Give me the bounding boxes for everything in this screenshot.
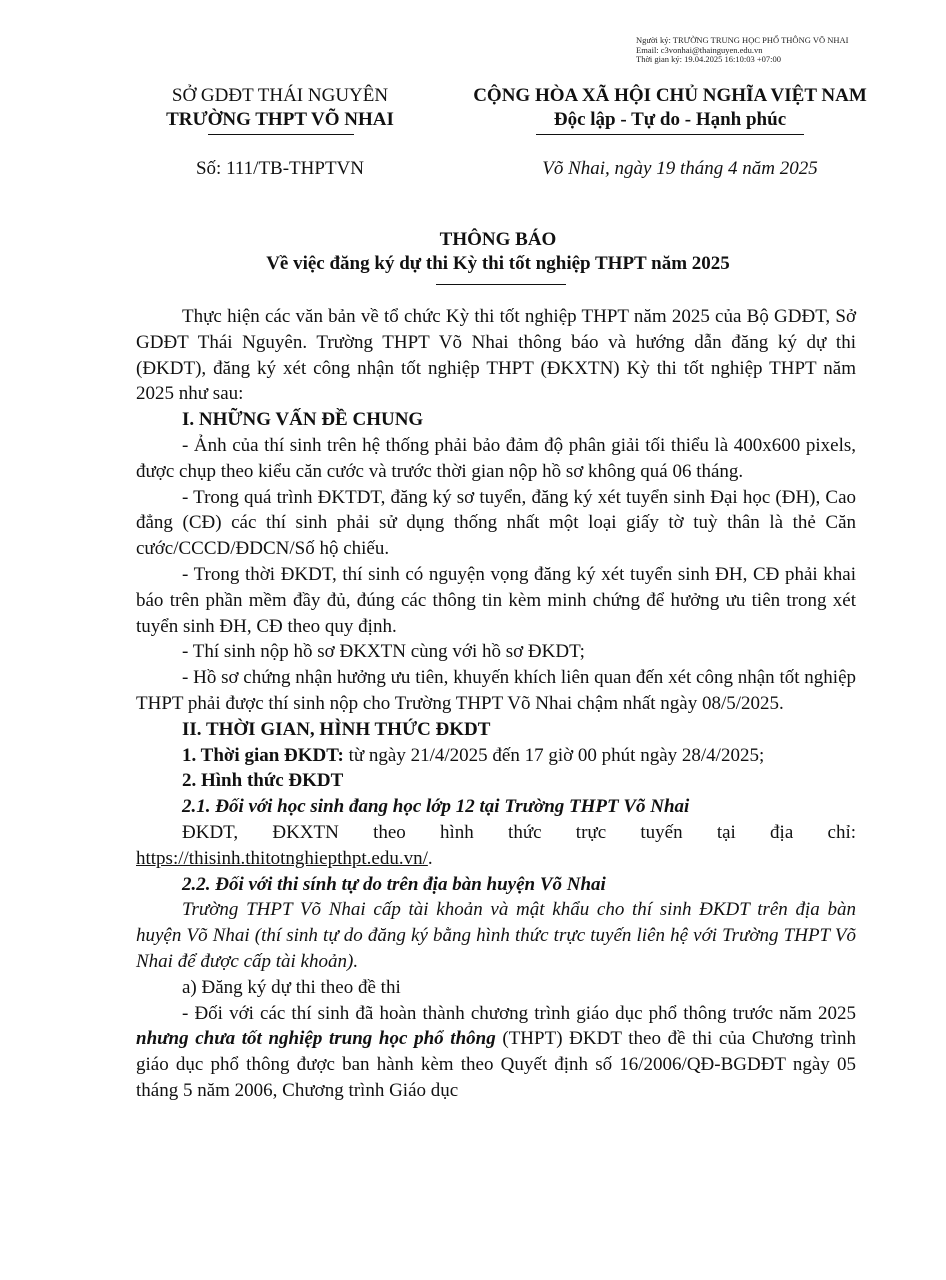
free-candidates-paragraph: Trường THPT Võ Nhai cấp tài khoản và mật khẩu cho thí sinh ĐKDT trên địa bàn huyện Võ Nhai (thí sinh tự do đăng ký bằng hình thức trực tuyến liên hệ với Trường THPT Võ Nhai để được cấp tài khoản).	[136, 899, 856, 972]
online-registration-end: .	[427, 847, 433, 869]
exam-registration-end: (THPT) ĐKDT theo đề thi của Chương trình giáo dục phổ thông được ban hành kèm theo Quyết định số 16/2006/QĐ-BGDĐT ngày 05 tháng 5 năm 2006, Chương trình Giáo dục	[136, 1028, 856, 1101]
section-1-paragraph-1: - Ảnh của thí sinh trên hệ thống phải bảo đảm độ phân giải tối thiểu là 400x600 pixels, được chụp theo kiểu căn cước và trước thời gian nộp hồ sơ không quá 06 tháng.	[136, 434, 856, 482]
title-main: THÔNG BÁO	[439, 229, 557, 250]
intro-paragraph: Thực hiện các văn bản về tổ chức Kỳ thi tốt nghiệp THPT năm 2025 của Bộ GDĐT, Sở GDĐT Thái Nguyên. Trường THPT Võ Nhai thông báo và hướng dẫn đăng ký dự thi (ĐKDT), đăng ký xét công nhận tốt nghiệp THPT (ĐKXTN) Kỳ thi tốt nghiệp THPT năm 2025 như sau:	[136, 306, 856, 405]
place-date: Võ Nhai, ngày 19 tháng 4 năm 2025	[542, 158, 818, 179]
agency-underline	[208, 134, 354, 135]
country-name: CỘNG HÒA XÃ HỘI CHỦ NGHĨA VIỆT NAM	[473, 85, 867, 106]
registration-form-heading: 2. Hình thức ĐKDT	[182, 770, 344, 792]
exam-registration-subheading: a) Đăng ký dự thi theo đề thi	[182, 976, 401, 998]
department-name: SỞ GDĐT THÁI NGUYÊN	[171, 85, 389, 106]
online-registration-text: ĐKDT, ĐKXTN theo hình thức trực tuyến tại địa chỉ:	[182, 821, 856, 843]
section-1-paragraph-5: - Hồ sơ chứng nhận hưởng ưu tiên, khuyến khích liên quan đến xét công nhận tốt nghiệp THPT phải được thí sinh nộp cho Trường THPT Võ Nhai chậm nhất ngày 08/5/2025.	[136, 667, 856, 714]
signature-signer: Người ký: TRƯỜNG TRUNG HỌC PHỔ THÔNG VÕ NHAI	[636, 35, 849, 45]
free-candidates-heading: 2.2. Đối với thi sính tự do trên địa bàn huyện Võ Nhai	[182, 873, 606, 895]
section-1-paragraph-4: - Thí sinh nộp hồ sơ ĐKXTN cùng với hồ sơ ĐKDT;	[182, 641, 585, 663]
section-1-paragraph-3: - Trong thời ĐKDT, thí sinh có nguyện vọng đăng ký xét tuyển sinh ĐH, CĐ phải khai báo trên phần mềm đầy đủ, đúng các thông tin kèm minh chứng để hưởng ưu tiên trong xét tuyển sinh ĐH, CĐ theo quy định.	[136, 563, 856, 637]
signature-time: Thời gian ký: 19.04.2025 16:10:03 +07:00	[636, 54, 782, 64]
motto: Độc lập - Tự do - Hạnh phúc	[553, 109, 787, 130]
registration-website-link[interactable]: https://thisinh.thitotnghiepthpt.edu.vn/	[136, 847, 428, 869]
section-2-heading: II. THỜI GIAN, HÌNH THỨC ĐKDT	[182, 718, 491, 740]
digital-signature-stamp	[636, 36, 936, 65]
issuing-agency	[130, 84, 430, 132]
section-1-paragraph-2: - Trong quá trình ĐKTDT, đăng ký sơ tuyển, đăng ký xét tuyển sinh Đại học (ĐH), Cao đẳng (CĐ) các thí sinh phải sử dụng thống nhất một loại giấy tờ tuỳ thân là thẻ Căn cước/CCCD/ĐDCN/Số hộ chiếu.	[136, 486, 856, 560]
registration-time-paragraph	[136, 743, 856, 769]
online-registration-paragraph	[136, 820, 856, 872]
registration-time-label: 1. Thời gian ĐKDT:	[182, 744, 344, 766]
document-title	[0, 228, 946, 276]
school-name: TRƯỜNG THPT VÕ NHAI	[166, 109, 394, 130]
registration-time-text: từ ngày 21/4/2025 đến 17 giờ 00 phút ngày 28/4/2025;	[343, 744, 765, 766]
exam-registration-emphasis: nhưng chưa tốt nghiệp trung học phổ thông	[136, 1028, 496, 1050]
section-1-heading: I. NHỮNG VẤN ĐỀ CHUNG	[182, 409, 424, 431]
motto-underline	[536, 134, 804, 135]
title-subject: Về việc đăng ký dự thi Kỳ thi tốt nghiệp THPT năm 2025	[266, 253, 730, 274]
title-underline	[436, 284, 566, 285]
exam-registration-start: - Đối với các thí sinh đã hoàn thành chương trình giáo dục phổ thông trước năm 2025	[182, 1002, 856, 1024]
national-heading	[440, 84, 900, 132]
document-body	[136, 304, 856, 1104]
grade-12-students-heading: 2.1. Đối với học sinh đang học lớp 12 tại Trường THPT Võ Nhai	[182, 796, 690, 818]
document-number: Số: 111/TB-THPTVN	[195, 158, 364, 179]
signature-email: Email: c3vonhai@thainguyen.edu.vn	[636, 44, 763, 55]
exam-registration-paragraph	[136, 1001, 856, 1104]
